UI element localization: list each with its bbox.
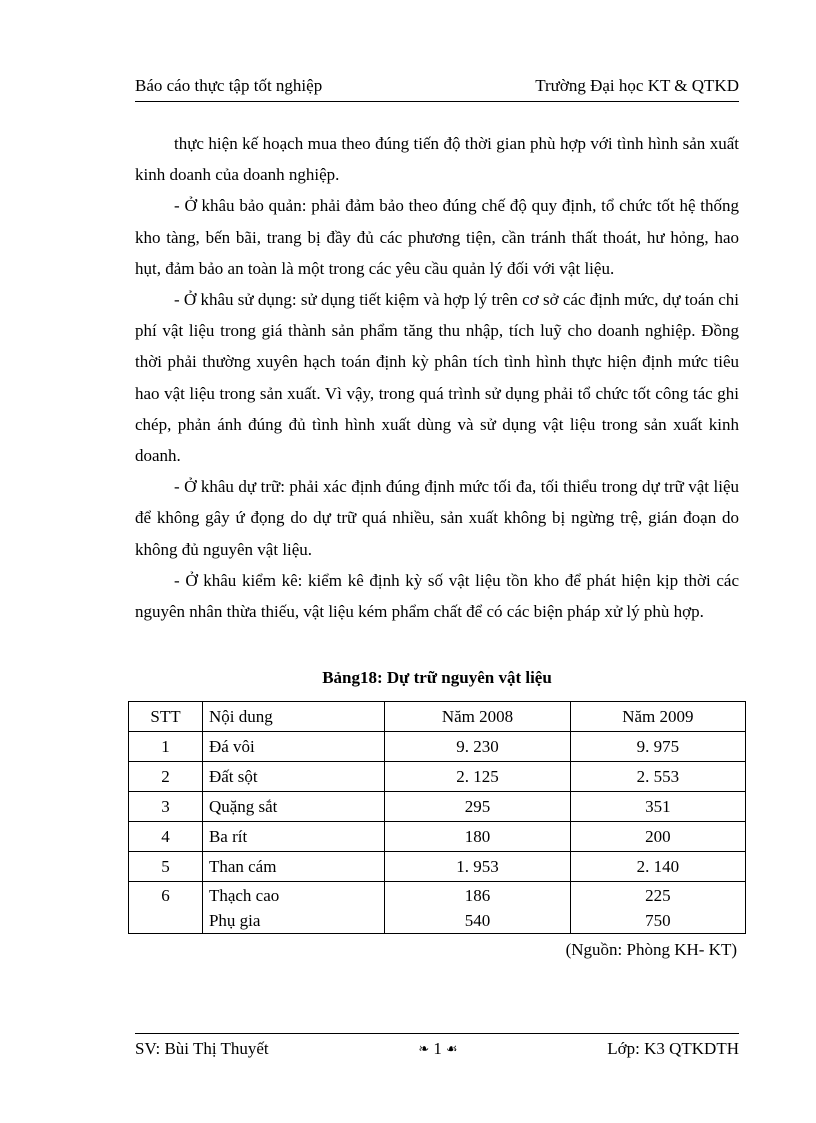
- cell-2009: 2. 140: [570, 852, 745, 882]
- page-number: 1: [433, 1039, 442, 1058]
- value-thach-cao-2008: 186: [464, 886, 491, 905]
- col-header-2009: Năm 2009: [570, 702, 745, 732]
- item-thach-cao: Thạch cao: [208, 886, 280, 905]
- cell-content: Đất sột: [202, 762, 384, 792]
- cell-stt: 1: [129, 732, 203, 762]
- paragraph: - Ở khâu bảo quản: phải đảm bảo theo đúng chế độ quy định, tổ chức tốt hệ thống kho tàng, bến bãi, trang bị đầy đủ các phương tiện, cần tránh thất thoát, hư hỏng, hao hụt, đảm bảo an toàn là một trong các yêu cầu quản lý đối với vật liệu.: [135, 196, 739, 278]
- cell-content: Than cám: [202, 852, 384, 882]
- body-text: [135, 128, 739, 627]
- page-footer: [135, 1033, 739, 1059]
- cell-stt: 4: [129, 822, 203, 852]
- cell-content: Đá vôi: [202, 732, 384, 762]
- paragraph: - Ở khâu sử dụng: sử dụng tiết kiệm và hợp lý trên cơ sở các định mức, dự toán chi phí vật liệu trong giá thành sản phẩm tăng thu nhập, tích luỹ cho doanh nghiệp. Đồng thời phải thường xuyên hạch toán định kỳ phân tích tình hình thực hiện định mức tiêu hao vật liệu trong sản xuất. Vì vậy, trong quá trình sử dụng phải tổ chức tốt công tác ghi chép, phản ánh đúng đủ tình hình xuất dùng và sử dụng vật liệu trong sản xuất kinh doanh.: [135, 290, 739, 466]
- col-header-stt: STT: [129, 702, 203, 732]
- table-source: (Nguồn: Phòng KH- KT): [565, 940, 737, 959]
- cell-stt: 6: [129, 882, 203, 934]
- footer-student: SV: Bùi Thị Thuyết: [135, 1039, 269, 1058]
- cell-2008: 180: [385, 822, 570, 852]
- cell-2009: 2. 553: [570, 762, 745, 792]
- cell-2008: [385, 882, 570, 934]
- paragraph: - Ở khâu dự trữ: phải xác định đúng định mức tối đa, tối thiểu trong dự trữ vật liệu để không gây ứ đọng do dự trữ quá nhiều, sản xuất không bị ngừng trệ, gián đoạn do không đủ nguyên vật liệu.: [135, 477, 739, 559]
- cell-2008: 2. 125: [385, 762, 570, 792]
- table-title: Bảng18: Dự trữ nguyên vật liệu: [322, 668, 552, 687]
- cell-2009: [570, 882, 745, 934]
- col-header-content: Nội dung: [202, 702, 384, 732]
- footer-class: Lớp: K3 QTKDTH: [607, 1039, 739, 1058]
- cell-2008: 1. 953: [385, 852, 570, 882]
- header-left: Báo cáo thực tập tốt nghiệp: [135, 76, 323, 95]
- paragraph: - Ở khâu kiểm kê: kiểm kê định kỳ số vật liệu tồn kho để phát hiện kịp thời các nguyên nhân thừa thiếu, vật liệu kém phẩm chất để có các biện pháp xử lý phù hợp.: [135, 570, 739, 622]
- table-header-row: [129, 702, 746, 732]
- cell-2008: 9. 230: [385, 732, 570, 762]
- cell-stt: 3: [129, 792, 203, 822]
- page-number-block: [418, 1039, 457, 1059]
- cell-2008: 295: [385, 792, 570, 822]
- cell-content: Quặng sắt: [202, 792, 384, 822]
- table-row: [129, 732, 746, 762]
- cell-content: [202, 882, 384, 934]
- cell-content: Ba rít: [202, 822, 384, 852]
- table-row: [129, 852, 746, 882]
- item-phu-gia: Phụ gia: [208, 911, 261, 930]
- cell-2009: 9. 975: [570, 732, 745, 762]
- table-row: [129, 762, 746, 792]
- cell-2009: 351: [570, 792, 745, 822]
- materials-table: [128, 701, 746, 934]
- cell-stt: 2: [129, 762, 203, 792]
- table-row: [129, 792, 746, 822]
- right-ornament-icon: ☙: [445, 1041, 458, 1056]
- value-phu-gia-2009: 750: [645, 911, 671, 930]
- cell-2009: 200: [570, 822, 745, 852]
- value-thach-cao-2009: 225: [645, 886, 671, 905]
- page-header: [135, 76, 739, 102]
- header-right: Trường Đại học KT & QTKD: [535, 76, 739, 95]
- table-row: [129, 882, 746, 934]
- left-ornament-icon: ❧: [418, 1041, 430, 1056]
- table-row: [129, 822, 746, 852]
- cell-stt: 5: [129, 852, 203, 882]
- paragraph: thực hiện kế hoạch mua theo đúng tiến độ thời gian phù hợp với tình hình sản xuất kinh doanh của doanh nghiệp.: [135, 134, 739, 185]
- value-phu-gia-2008: 540: [464, 911, 491, 930]
- col-header-2008: Năm 2008: [385, 702, 570, 732]
